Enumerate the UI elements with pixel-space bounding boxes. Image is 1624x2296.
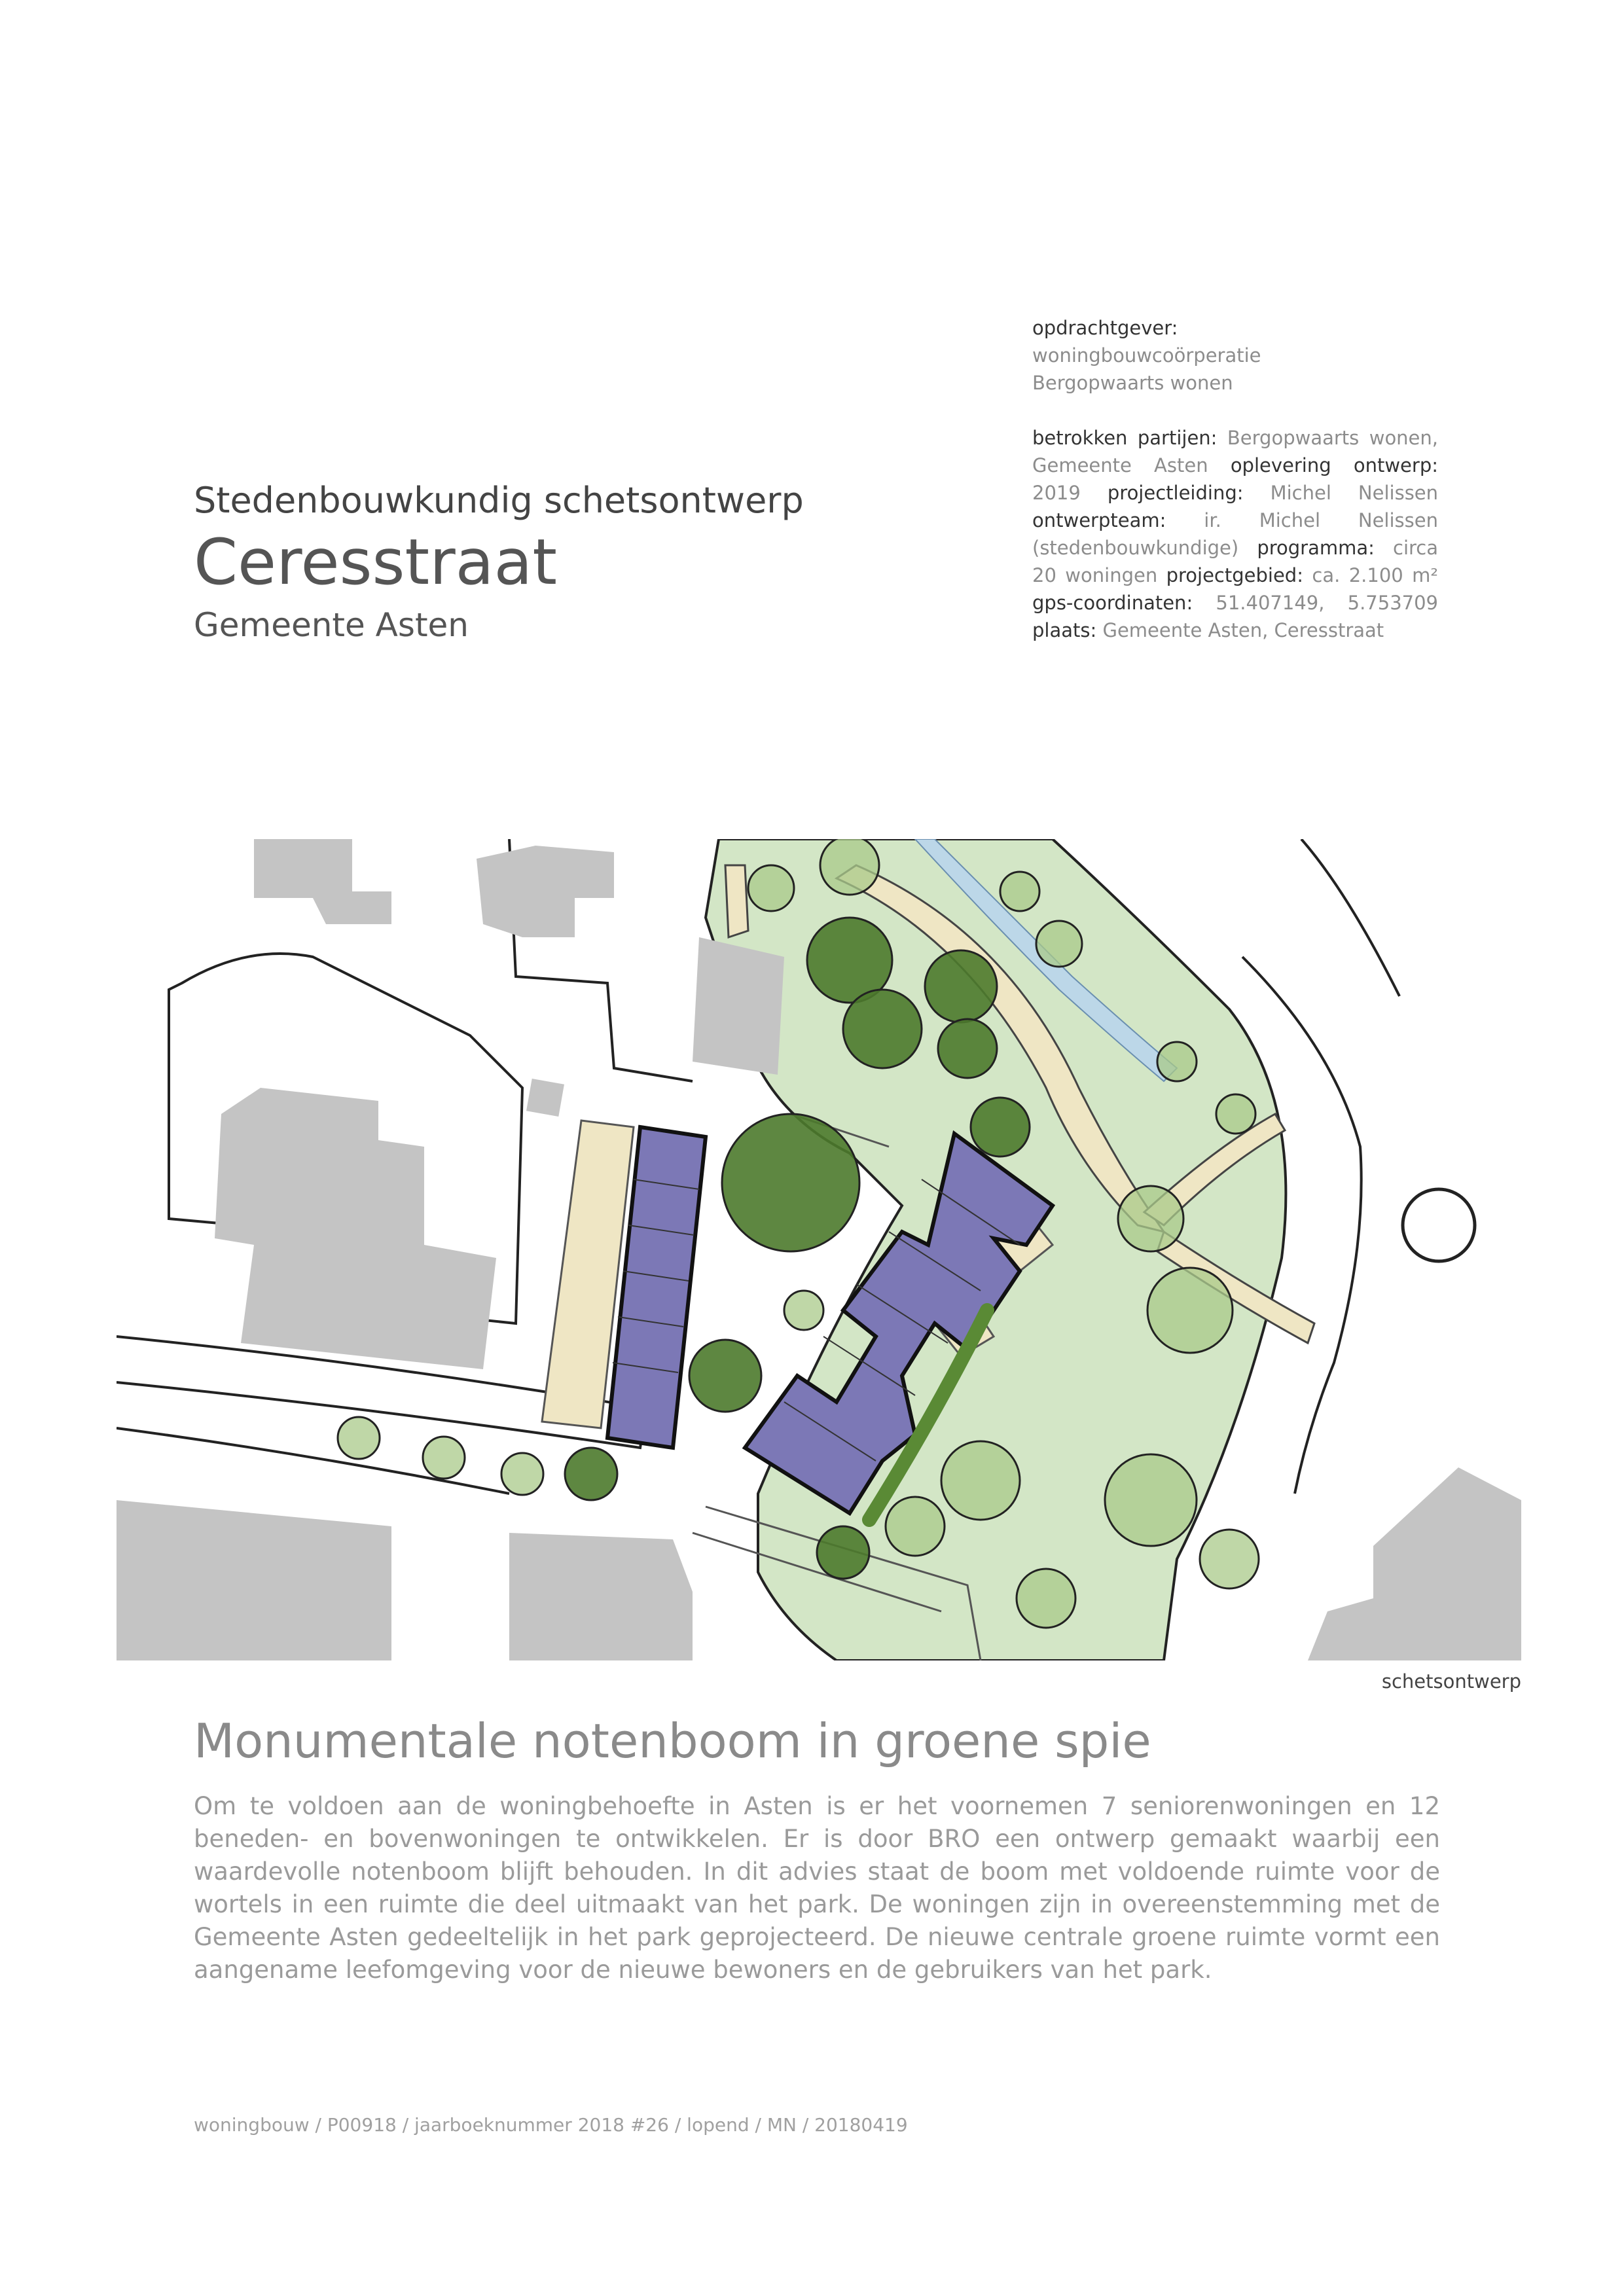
existing-building-3	[693, 937, 784, 1075]
location-value: Gemeente Asten, Ceresstraat	[1102, 619, 1384, 641]
site-plan-sketch	[117, 839, 1521, 1660]
parties-label: betrokken partijen:	[1032, 427, 1218, 449]
parties-value: Bergopwaarts wonen, Gemeente Asten	[1032, 427, 1439, 476]
tree-light-6	[1216, 1094, 1255, 1134]
location-label: plaats:	[1032, 619, 1097, 641]
client-label: opdrachtgever:	[1032, 317, 1178, 339]
client-line2: Bergopwaarts wonen	[1032, 372, 1233, 394]
gps-value: 51.407149, 5.753709	[1216, 592, 1439, 614]
area-value: ca. 2.100 m²	[1312, 564, 1438, 586]
tree-light-7	[1118, 1186, 1183, 1251]
tree-dark-6	[689, 1340, 761, 1412]
tree-dark-3	[925, 950, 997, 1022]
article-heading: Monumentale notenboom in groene spie	[194, 1713, 1151, 1768]
article-body: Om te voldoen aan de woningbehoefte in Asten is er het voornemen 7 seniorenwoningen en 12 beneden- en bovenwoningen te ontwikkelen. Er is door BRO een ontwerp gemaakt waarbij een waardevolle notenboom blijft behouden. In dit advies staat de boom met voldoende ruimte voor de wortels in een ruimte die deel uitmaakt van het park. De woningen zijn in overeenstemming met de Gemeente Asten gedeeltelijk in het park geprojecteerd. De nieuwe centrale groene ruimte vormt een aangename leefomgeving voor de nieuwe bewoners en de gebruikers van het park.	[194, 1792, 1440, 1984]
area-label: projectgebied:	[1166, 564, 1303, 586]
park-path-4	[725, 865, 748, 937]
delivery-label: oplevering ontwerp:	[1230, 454, 1438, 476]
tree-light-10	[886, 1497, 945, 1556]
tree-light-17	[784, 1291, 823, 1330]
existing-building-4	[526, 1079, 564, 1117]
project-metadata	[1032, 314, 1438, 644]
tree-light-13	[1200, 1530, 1259, 1588]
title-block	[194, 478, 804, 648]
gps-label: gps-coordinaten:	[1032, 592, 1193, 614]
tree-light-1	[820, 839, 879, 895]
delivery-value: 2019	[1032, 482, 1081, 504]
tree-dark-2	[843, 990, 922, 1068]
tree-light-16	[501, 1453, 543, 1495]
tree-dark-4	[938, 1019, 997, 1078]
project-place: Gemeente Asten	[194, 606, 469, 644]
walnut-tree	[722, 1114, 859, 1251]
tree-light-14	[338, 1417, 380, 1459]
tree-dark-7	[817, 1526, 869, 1579]
figure-caption: schetsontwerp	[1381, 1670, 1521, 1693]
tree-dark-8	[565, 1448, 617, 1500]
lead-value: Michel Nelissen	[1270, 482, 1439, 504]
client-line1: woningbouwcoörperatie	[1032, 344, 1261, 367]
tree-light-8	[1147, 1268, 1233, 1353]
existing-building-6	[117, 1500, 391, 1660]
tree-light-9	[941, 1441, 1020, 1520]
tree-light-15	[423, 1437, 465, 1479]
team-label: ontwerpteam:	[1032, 509, 1166, 531]
footer-reference: woningbouw / P00918 / jaarboeknummer 2018 #26 / lopend / MN / 20180419	[194, 2114, 908, 2136]
tree-light-3	[1000, 872, 1039, 911]
tree-light-11	[1105, 1454, 1197, 1546]
tree-light-4	[1036, 921, 1082, 967]
tree-light-12	[1017, 1569, 1075, 1628]
project-title: Ceresstraat	[194, 526, 557, 599]
lead-label: projectleiding:	[1107, 482, 1244, 504]
existing-building-7	[509, 1533, 693, 1660]
team-value: ir. Michel Nelissen (stedenbouwkundige)	[1032, 509, 1438, 559]
program-label: programma:	[1257, 537, 1375, 559]
program-value: circa 20 woningen	[1032, 537, 1439, 586]
project-subtitle: Stedenbouwkundig schetsontwerp	[194, 480, 804, 521]
tree-dark-5	[971, 1098, 1030, 1157]
tree-light-2	[748, 865, 794, 911]
tree-light-5	[1157, 1042, 1197, 1081]
